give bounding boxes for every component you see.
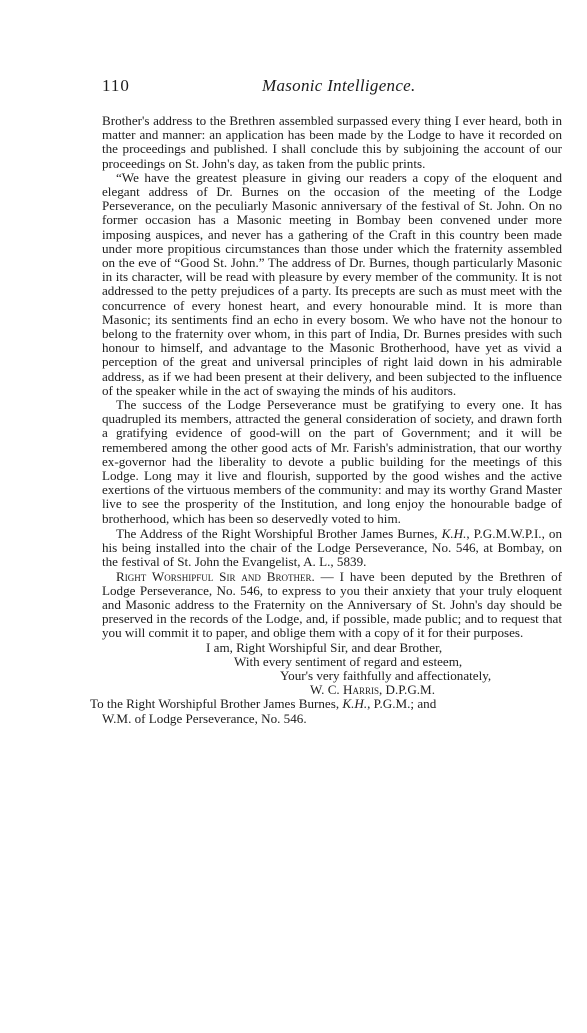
addressee-end: , P.G.M.; and <box>367 696 437 712</box>
closing-line-2: With every sentiment of regard and esteem, <box>234 653 463 669</box>
address-title-kh: K.H. <box>441 525 467 541</box>
letter-body: — I have been deputed by the Brethren of Lodge Perseverance, No. 546, to express to you their anxiety that your truly eloquent and Masonic address to the Fraternity on the Anniversary of St. John's day should be preserved in the records of the Lodge, and, if possible, made public; and to request that you will commit it to paper, and oblige them with a copy of it for their purposes. <box>102 568 562 641</box>
signature-name: Harris <box>342 682 379 698</box>
addressee-line-1 <box>90 697 562 711</box>
signature <box>102 683 562 697</box>
closing-line-3: Your's very faithfully and affectionately, <box>280 667 492 683</box>
page-number: 110 <box>102 76 130 95</box>
paragraph-intro: Brother's address to the Brethren assembled surpassed every thing I ever heard, both in matter and manner: an application has been made by the Lodge to have it recorded on the proceedings and published. I shall conclude this by subjoining the account of our proceedings on St. John's day, as taken from the public prints. <box>102 113 562 171</box>
signature-title: , D.P.G.M. <box>378 682 435 698</box>
addressee-line-2: W.M. of Lodge Perseverance, No. 546. <box>102 710 307 726</box>
signature-initials: W. C. <box>310 682 343 698</box>
paragraph-letter <box>102 570 562 641</box>
letter-closing <box>102 641 562 698</box>
running-head: Masonic Intelligence. <box>262 76 416 95</box>
paragraph-lodge-success: The success of the Lodge Perseverance must be gratifying to every one. It has quadrupled its members, attracted the general consideration of society, and drawn forth a gratifying evidence of good-will on the part of Government; and it will be remembered among the other good acts of Mr. Farish's administration, that our worthy ex-governor had the liberality to devote a public building for the meetings of this Lodge. Long may it live and flourish, supported by the good wishes and the active exertions of the virtuous members of the community: and may its worthy Grand Master live to see the prosperity of the Institution, and long enjoy the honourable badge of brotherhood, which has been so deservedly voted to him. <box>102 397 562 526</box>
addressee-start: To the Right Worshipful Brother James Burnes, <box>90 696 343 712</box>
page-header <box>102 76 562 98</box>
paragraph-newspaper-quote: “We have the greatest pleasure in giving our readers a copy of the eloquent and elegant address of Dr. Burnes on the occasion of the meeting of the Lodge Perseverance, on the peculiarly Masonic anniversary of the festival of St. John. On no former occasion has a Masonic meeting in Bombay been convened under more imposing auspices, and never has a gathering of the Craft in this country been made under more propitious circumstances than those under which the fraternity assembled on the eve of “Good St. John.” The address of Dr. Burnes, though particularly Masonic in its character, will be read with pleasure by every member of the community. It is not addressed to the petty prejudices of a party. Its precepts are such as must meet with the concurrence of every honest heart, and every honourable mind. It is more than Masonic; its sentiments find an echo in every bosom. We who have not the honour to belong to the fraternity over whom, in this part of India, Dr. Burnes presides with such honour to himself, and advantage to the Masonic Brotherhood, have yet as vivid a perception of the great and universal principles of right laid down in his admirable address, as if we had been present at their delivery, and been subjected to the influence of the speaker while in the act of swaying the minds of his auditors. <box>102 169 562 398</box>
body-text <box>90 113 562 726</box>
address-title-end: , P.G.M.W.P.I., on his being installed into the chair of the Lodge Perseverance, No. 546, at Bombay, on the festival of St. John the Evangelist, A. L., 5839. <box>102 525 562 570</box>
letter-addressee <box>90 697 562 725</box>
addressee-kh: K.H. <box>342 696 368 712</box>
closing-line-1: I am, Right Worshipful Sir, and dear Brother, <box>206 639 443 655</box>
address-title-start: The Address of the Right Worshipful Brother James Burnes, <box>116 525 442 541</box>
letter-salutation: Right Worshipful Sir and Brother. <box>116 568 315 584</box>
paragraph-address-title <box>102 527 562 570</box>
